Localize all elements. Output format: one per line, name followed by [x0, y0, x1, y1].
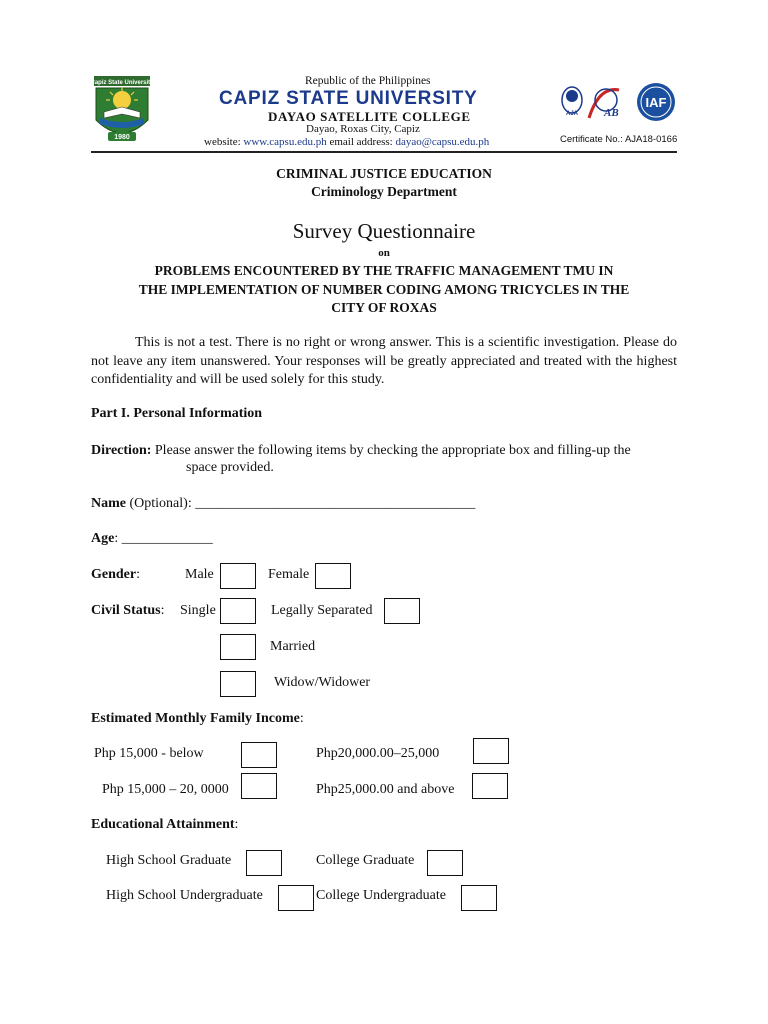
- age-label: Age: [91, 531, 115, 546]
- education-label: Educational Attainment: [91, 817, 235, 832]
- edu-3-label: High School Undergraduate: [106, 888, 263, 903]
- income-2-checkbox[interactable]: [473, 738, 509, 764]
- edu-1-checkbox[interactable]: [246, 850, 282, 876]
- income-2-label: Php20,000.00–25,000: [316, 746, 440, 761]
- income-3-checkbox[interactable]: [241, 773, 277, 799]
- civil-single-checkbox[interactable]: [220, 598, 256, 624]
- website-link[interactable]: www.capsu.edu.ph: [243, 136, 327, 148]
- income-3-label: Php 15,000 – 20, 0000: [102, 782, 229, 797]
- aja-seal-icon: [562, 87, 582, 117]
- email-label: email address:: [329, 136, 393, 148]
- income-label: Estimated Monthly Family Income: [91, 711, 300, 726]
- contact-line: [204, 136, 489, 148]
- civil-status-label: Civil Status: [91, 603, 161, 618]
- jab-logo-icon: [589, 89, 619, 119]
- income-label-row: [91, 711, 304, 727]
- direction-text: Please answer the following items by checking the appropriate box and filling-up the: [154, 443, 631, 458]
- civil-widow-checkbox[interactable]: [220, 671, 256, 697]
- direction-line: [91, 443, 631, 459]
- seal-top-text: Capiz State University: [92, 80, 152, 86]
- civil-single-label: Single: [180, 603, 216, 618]
- title-on: on: [378, 247, 390, 259]
- name-optional: (Optional):: [129, 496, 192, 511]
- edu-4-label: College Undergraduate: [316, 888, 446, 903]
- gender-male-label: Male: [185, 567, 214, 582]
- ab-text: AB: [604, 107, 619, 119]
- topic-line1: PROBLEMS ENCOUNTERED BY THE TRAFFIC MANAGEMENT TMU IN: [154, 263, 614, 278]
- website-label: website:: [204, 136, 241, 148]
- college-address: Dayao, Roxas City, Capiz: [306, 123, 420, 135]
- age-colon: :: [114, 531, 119, 546]
- edu-2-checkbox[interactable]: [427, 850, 463, 876]
- civil-separated-label: Legally Separated: [271, 603, 373, 618]
- part1-heading: Part I. Personal Information: [91, 406, 263, 421]
- gender-female-checkbox[interactable]: [315, 563, 351, 589]
- income-colon: :: [299, 711, 304, 726]
- income-1-label: Php 15,000 - below: [94, 746, 204, 761]
- income-4-label: Php25,000.00 and above: [316, 782, 455, 797]
- department-line1: CRIMINAL JUSTICE EDUCATION: [276, 166, 492, 181]
- edu-2-label: College Graduate: [316, 853, 415, 868]
- education-colon: :: [234, 817, 239, 832]
- income-4-checkbox[interactable]: [472, 773, 508, 799]
- direction-text-2: space provided.: [186, 460, 274, 475]
- edu-1-label: High School Graduate: [106, 853, 232, 868]
- edu-4-checkbox[interactable]: [461, 885, 497, 911]
- seal-year: 1980: [114, 134, 130, 141]
- name-field[interactable]: ________________________________________: [195, 496, 476, 511]
- direction-label: Direction:: [91, 443, 152, 458]
- topic-line3: CITY OF ROXAS: [331, 300, 437, 315]
- civil-married-checkbox[interactable]: [220, 634, 256, 660]
- gender-colon: :: [136, 567, 140, 582]
- topic-line2: THE IMPLEMENTATION OF NUMBER CODING AMONG TRICYCLES IN THE: [138, 282, 630, 297]
- gender-male-checkbox[interactable]: [220, 563, 256, 589]
- age-row: [91, 531, 213, 547]
- edu-3-checkbox[interactable]: [278, 885, 314, 911]
- university-seal-logo: [92, 74, 152, 148]
- gender-female-label: Female: [268, 567, 310, 582]
- civil-widow-label: Widow/Widower: [274, 675, 371, 690]
- civil-married-label: Married: [270, 639, 316, 654]
- edu-label-row: [91, 817, 238, 833]
- gender-label: Gender: [91, 567, 137, 582]
- civil-separated-checkbox[interactable]: [384, 598, 420, 624]
- page-title: Survey Questionnaire: [292, 219, 476, 243]
- intro-paragraph: This is not a test. There is no right or wrong answer. This is a scientific investigation. Please do not leave any item unanswered. Your responses will be greatly appreciated and treated with the highest confidentiality and will be used solely for this study.: [91, 335, 677, 387]
- name-label: Name: [91, 496, 126, 511]
- income-1-checkbox[interactable]: [241, 742, 277, 768]
- civil-label-row: [91, 603, 165, 619]
- certificate-number: Certificate No.: AJA18-0166: [560, 134, 678, 145]
- aja-text: AJA: [565, 111, 579, 117]
- gender-label-row: [91, 567, 140, 583]
- header-divider: [91, 151, 677, 153]
- name-row: [91, 496, 475, 512]
- iaf-text: IAF: [645, 95, 667, 110]
- department-line2: Criminology Department: [311, 184, 457, 199]
- college-name: DAYAO SATELLITE COLLEGE: [268, 109, 471, 124]
- republic-line: Republic of the Philippines: [305, 75, 431, 87]
- iaf-logo-icon: [637, 83, 675, 121]
- civil-status-colon: :: [160, 603, 165, 618]
- email-link[interactable]: dayao@capsu.edu.ph: [395, 136, 490, 148]
- university-name: CAPIZ STATE UNIVERSITY: [219, 88, 478, 109]
- age-field[interactable]: _____________: [121, 531, 213, 546]
